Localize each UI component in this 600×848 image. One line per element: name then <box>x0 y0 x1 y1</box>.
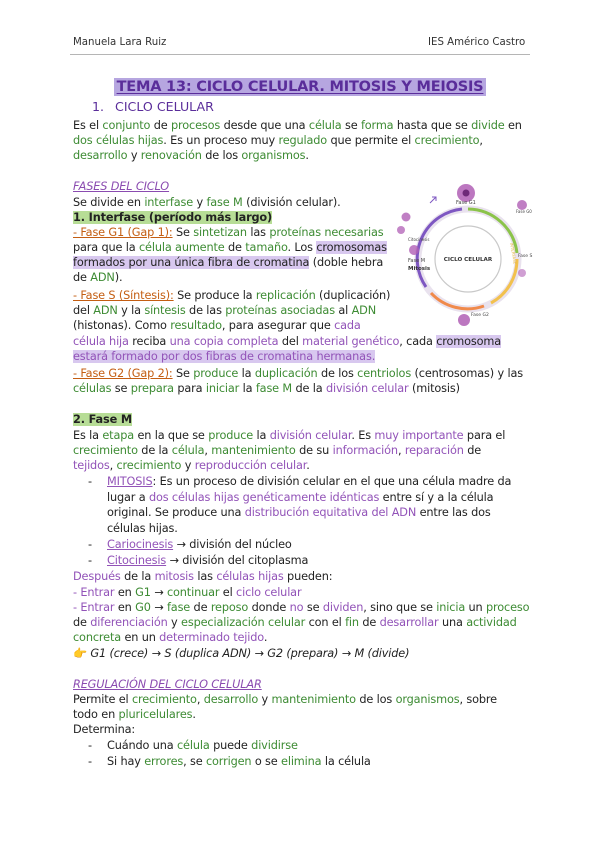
intro-line-1: Es el conjunto de procesos desde que una célula se forma hasta que se divide en <box>73 119 522 132</box>
s-line-1: - Fase S (Síntesis): Se produce la replicación (duplicación) <box>73 289 391 302</box>
fasem-line-3: tejidos, crecimiento y reproducción celular. <box>73 459 310 472</box>
g2-line-1: - Fase G2 (Gap 2): Se produce la duplicación de los centriolos (centrosomas) y las <box>73 367 523 380</box>
g1-line-3: formados por una única fibra de cromatina (doble hebra <box>73 256 384 269</box>
s-line-2: del ADN y la síntesis de las proteínas asociadas al ADN <box>73 304 377 317</box>
fases-heading: FASES DEL CICLO <box>73 180 170 193</box>
s-line-3: (histonas). Como resultado, para asegurar que cada <box>73 319 361 332</box>
label-fase-m: Fase M <box>408 258 426 264</box>
section-number: 1. <box>92 99 105 114</box>
label-fase-g1: Fase G1 <box>456 200 476 206</box>
regulacion-line-2: todo en pluricelulares. <box>73 708 196 721</box>
s-line-5: estará formado por dos fibras de cromatina hermanas. <box>73 350 376 363</box>
summary-line: 👉 G1 (crece) → S (duplica ADN) → G2 (prepara) → M (divide) <box>73 647 410 660</box>
g2-line-2: células se prepara para iniciar la fase M de la división celular (mitosis) <box>73 382 460 395</box>
intro-line-2: dos células hijas. Es un proceso muy regulado que permite el crecimiento, <box>73 134 483 147</box>
cell-left-2 <box>397 226 405 234</box>
mitosis-line-2: lugar a dos células hijas genéticamente idénticas entre sí y a la célula <box>107 491 494 504</box>
page-title: TEMA 13: CICLO CELULAR. MITOSIS Y MEIOSIS <box>114 78 487 96</box>
arrow-icon <box>430 197 436 203</box>
mitosis-line-1: - MITOSIS: Es un proceso de división celular en el que una célula madre da <box>88 475 512 488</box>
mitosis-line-4: células hijas. <box>107 522 178 535</box>
g1-line-4: de ADN). <box>73 271 123 284</box>
header-school: IES Américo Castro <box>428 37 526 48</box>
fasem-line-2: crecimiento de la célula, mantenimiento de su información, reparación de <box>73 444 482 457</box>
cell-cycle-diagram <box>396 183 533 328</box>
citocinesis-line: - Citocinesis → división del citoplasma <box>88 554 309 567</box>
regulacion-bullet-2: - Si hay errores, se corrigen o se elimina la célula <box>88 755 371 768</box>
label-citocinesis: Citocinesis <box>408 237 430 242</box>
title-wrapper <box>0 76 600 96</box>
fases-line-1: Se divide en interfase y fase M (división celular). <box>73 196 341 209</box>
fasem-title: 2. Fase M <box>73 413 132 426</box>
label-fase-g2: Fase G2 <box>471 313 489 318</box>
header-author: Manuela Lara Ruiz <box>73 37 167 48</box>
label-mitosis: Mitosis <box>408 266 431 272</box>
section-heading-ciclo <box>92 99 214 114</box>
mitosis-line-3: original. Se produce una distribución equitativa del ADN entre las dos <box>107 506 491 519</box>
cell-bottom <box>458 314 470 326</box>
g0-option-line-3: concreta en un determinado tejido. <box>73 631 268 644</box>
section-title: CICLO CELULAR <box>115 99 214 114</box>
label-fase-s: Fase S <box>518 254 533 259</box>
regulacion-bullet-1: - Cuándo una célula puede dividirse <box>88 739 298 752</box>
cariocinesis-line: - Cariocinesis → división del núcleo <box>88 538 292 551</box>
cell-right <box>518 269 526 277</box>
header-divider <box>70 54 530 55</box>
pointing-hand-icon: 👉 <box>73 647 87 660</box>
g1-line-2: para que la célula aumente de tamaño. Los cromosomas <box>73 241 387 254</box>
intro-line-3: desarrollo y renovación de los organismos. <box>73 149 309 162</box>
g1-line-1: - Fase G1 (Gap 1): Se sintetizan las proteínas necesarias <box>73 226 384 239</box>
g0-option-line-2: de diferenciación y especialización celular con el fin de desarrollar una actividad <box>73 616 517 629</box>
diagram-center-label: CICLO CELULAR <box>443 257 493 263</box>
despues-line: Después de la mitosis las células hijas pueden: <box>73 570 333 583</box>
regulacion-line-1: Permite el crecimiento, desarrollo y mantenimiento de los organismos, sobre <box>73 693 497 706</box>
regulacion-heading: REGULACIÓN DEL CICLO CELULAR <box>73 678 262 691</box>
g0-option-line-1: - Entrar en G0 → fase de reposo donde no se dividen, sino que se inicia un proceso <box>73 601 530 614</box>
label-fase-g0: Fase G0 <box>516 209 532 214</box>
g1-option-line: - Entrar en G1 → continuar el ciclo celular <box>73 586 302 599</box>
label-interfase: INTERFASE <box>509 242 518 265</box>
cell-top-nucleus <box>463 190 470 197</box>
fasem-line-1: Es la etapa en la que se produce la división celular. Es muy importante para el <box>73 429 506 442</box>
s-line-4: célula hija reciba una copia completa del material genético, cada cromosoma <box>73 335 502 348</box>
cell-left-3 <box>409 245 419 255</box>
cell-left-1 <box>402 213 411 222</box>
interfase-title: 1. Interfase (período más largo) <box>73 211 273 224</box>
regulacion-line-3: Determina: <box>73 723 136 736</box>
